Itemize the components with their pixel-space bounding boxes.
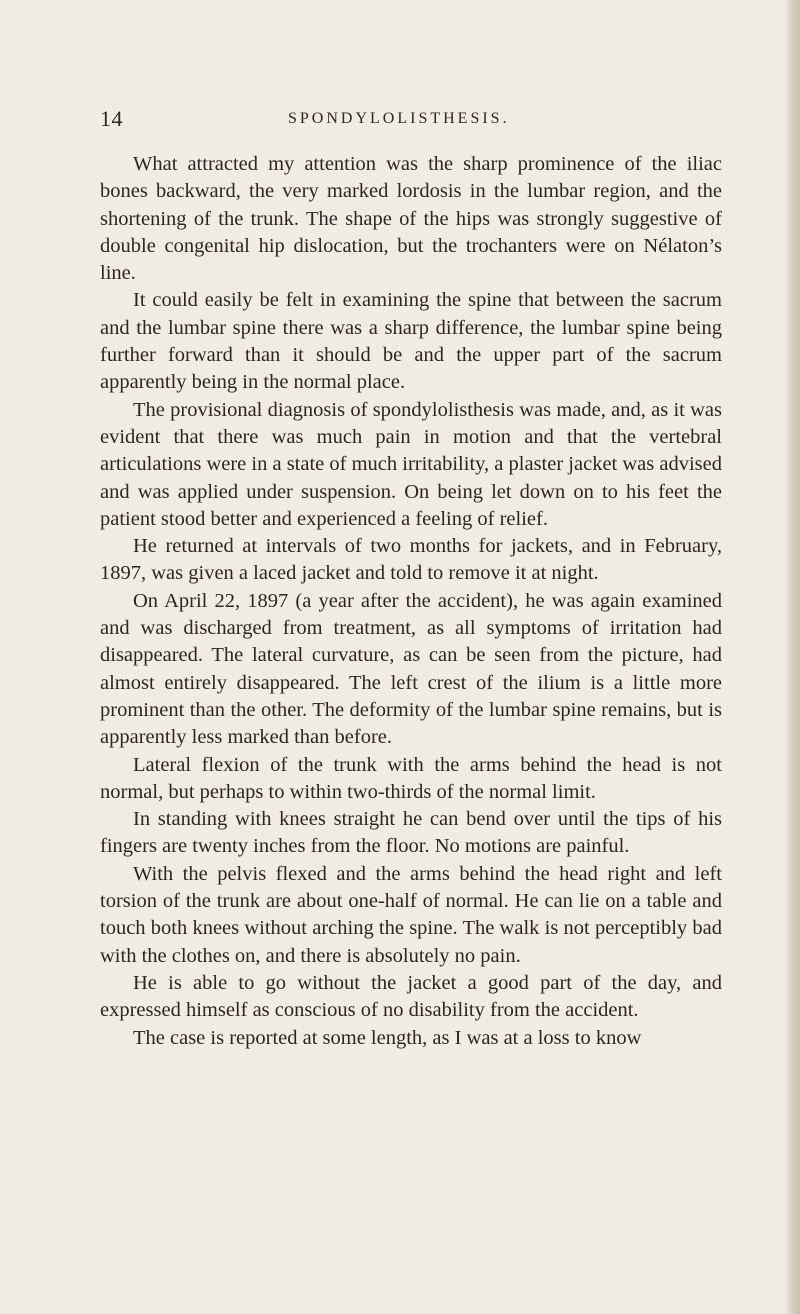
paragraph: It could easily be felt in examining the spine that between the sacrum and the lumbar spine there was a sharp difference, the lumbar spine being further forward than it should be and the upper part of the sacrum apparently being in the normal place. xyxy=(100,289,722,394)
paragraph: With the pelvis flexed and the arms behind the head right and left torsion of the trunk are about one-half of normal. He can lie on a table and touch both knees without arching the spine. The walk is not perceptibly bad with the clothes on, and there is absolutely no pain. xyxy=(100,862,722,967)
paragraph: On April 22, 1897 (a year after the accident), he was again examined and was discharged from treatment, as all symptoms of irritation had disappeared. The lateral curvature, as can be seen from the picture, had almost entirely disappeared. The left crest of the ilium is a little more prominent than the other. The deformity of the lumbar spine remains, but is apparently less marked than before. xyxy=(100,589,722,749)
paragraph: Lateral flexion of the trunk with the arms behind the head is not normal, but perhaps to within two-thirds of the normal limit. xyxy=(100,753,722,803)
page-number: 14 xyxy=(100,106,123,131)
paragraph: What attracted my attention was the sharp prominence of the iliac bones backward, the very marked lordosis in the lumbar region, and the shortening of the trunk. The shape of the hips was strongly suggestive of double congenital hip dislocation, but the trochanters were on Nélaton’s line. xyxy=(100,153,722,285)
paragraph: The provisional diagnosis of spondylolisthesis was made, and, as it was evident that there was much pain in motion and that the vertebral articulations were in a state of much irritability, a plaster jacket was advised and was applied under suspension. On being let down on to his feet the patient stood better and experienced a feeling of relief. xyxy=(100,398,722,530)
paragraph: In standing with knees straight he can bend over until the tips of his fingers are twenty inches from the floor. No motions are painful. xyxy=(100,808,722,858)
paragraph: He is able to go without the jacket a good part of the day, and expressed himself as conscious of no disability from the accident. xyxy=(100,971,722,1022)
paragraph: He returned at intervals of two months for jackets, and in February, 1897, was given a laced jacket and told to remove it at night. xyxy=(100,535,722,585)
paragraph: The case is reported at some length, as I was at a loss to know xyxy=(133,1026,642,1049)
page-header xyxy=(100,106,720,136)
body-text xyxy=(100,151,722,1052)
running-title: SPONDYLOLISTHESIS. xyxy=(288,110,510,127)
page-edge-shadow xyxy=(786,0,800,1314)
